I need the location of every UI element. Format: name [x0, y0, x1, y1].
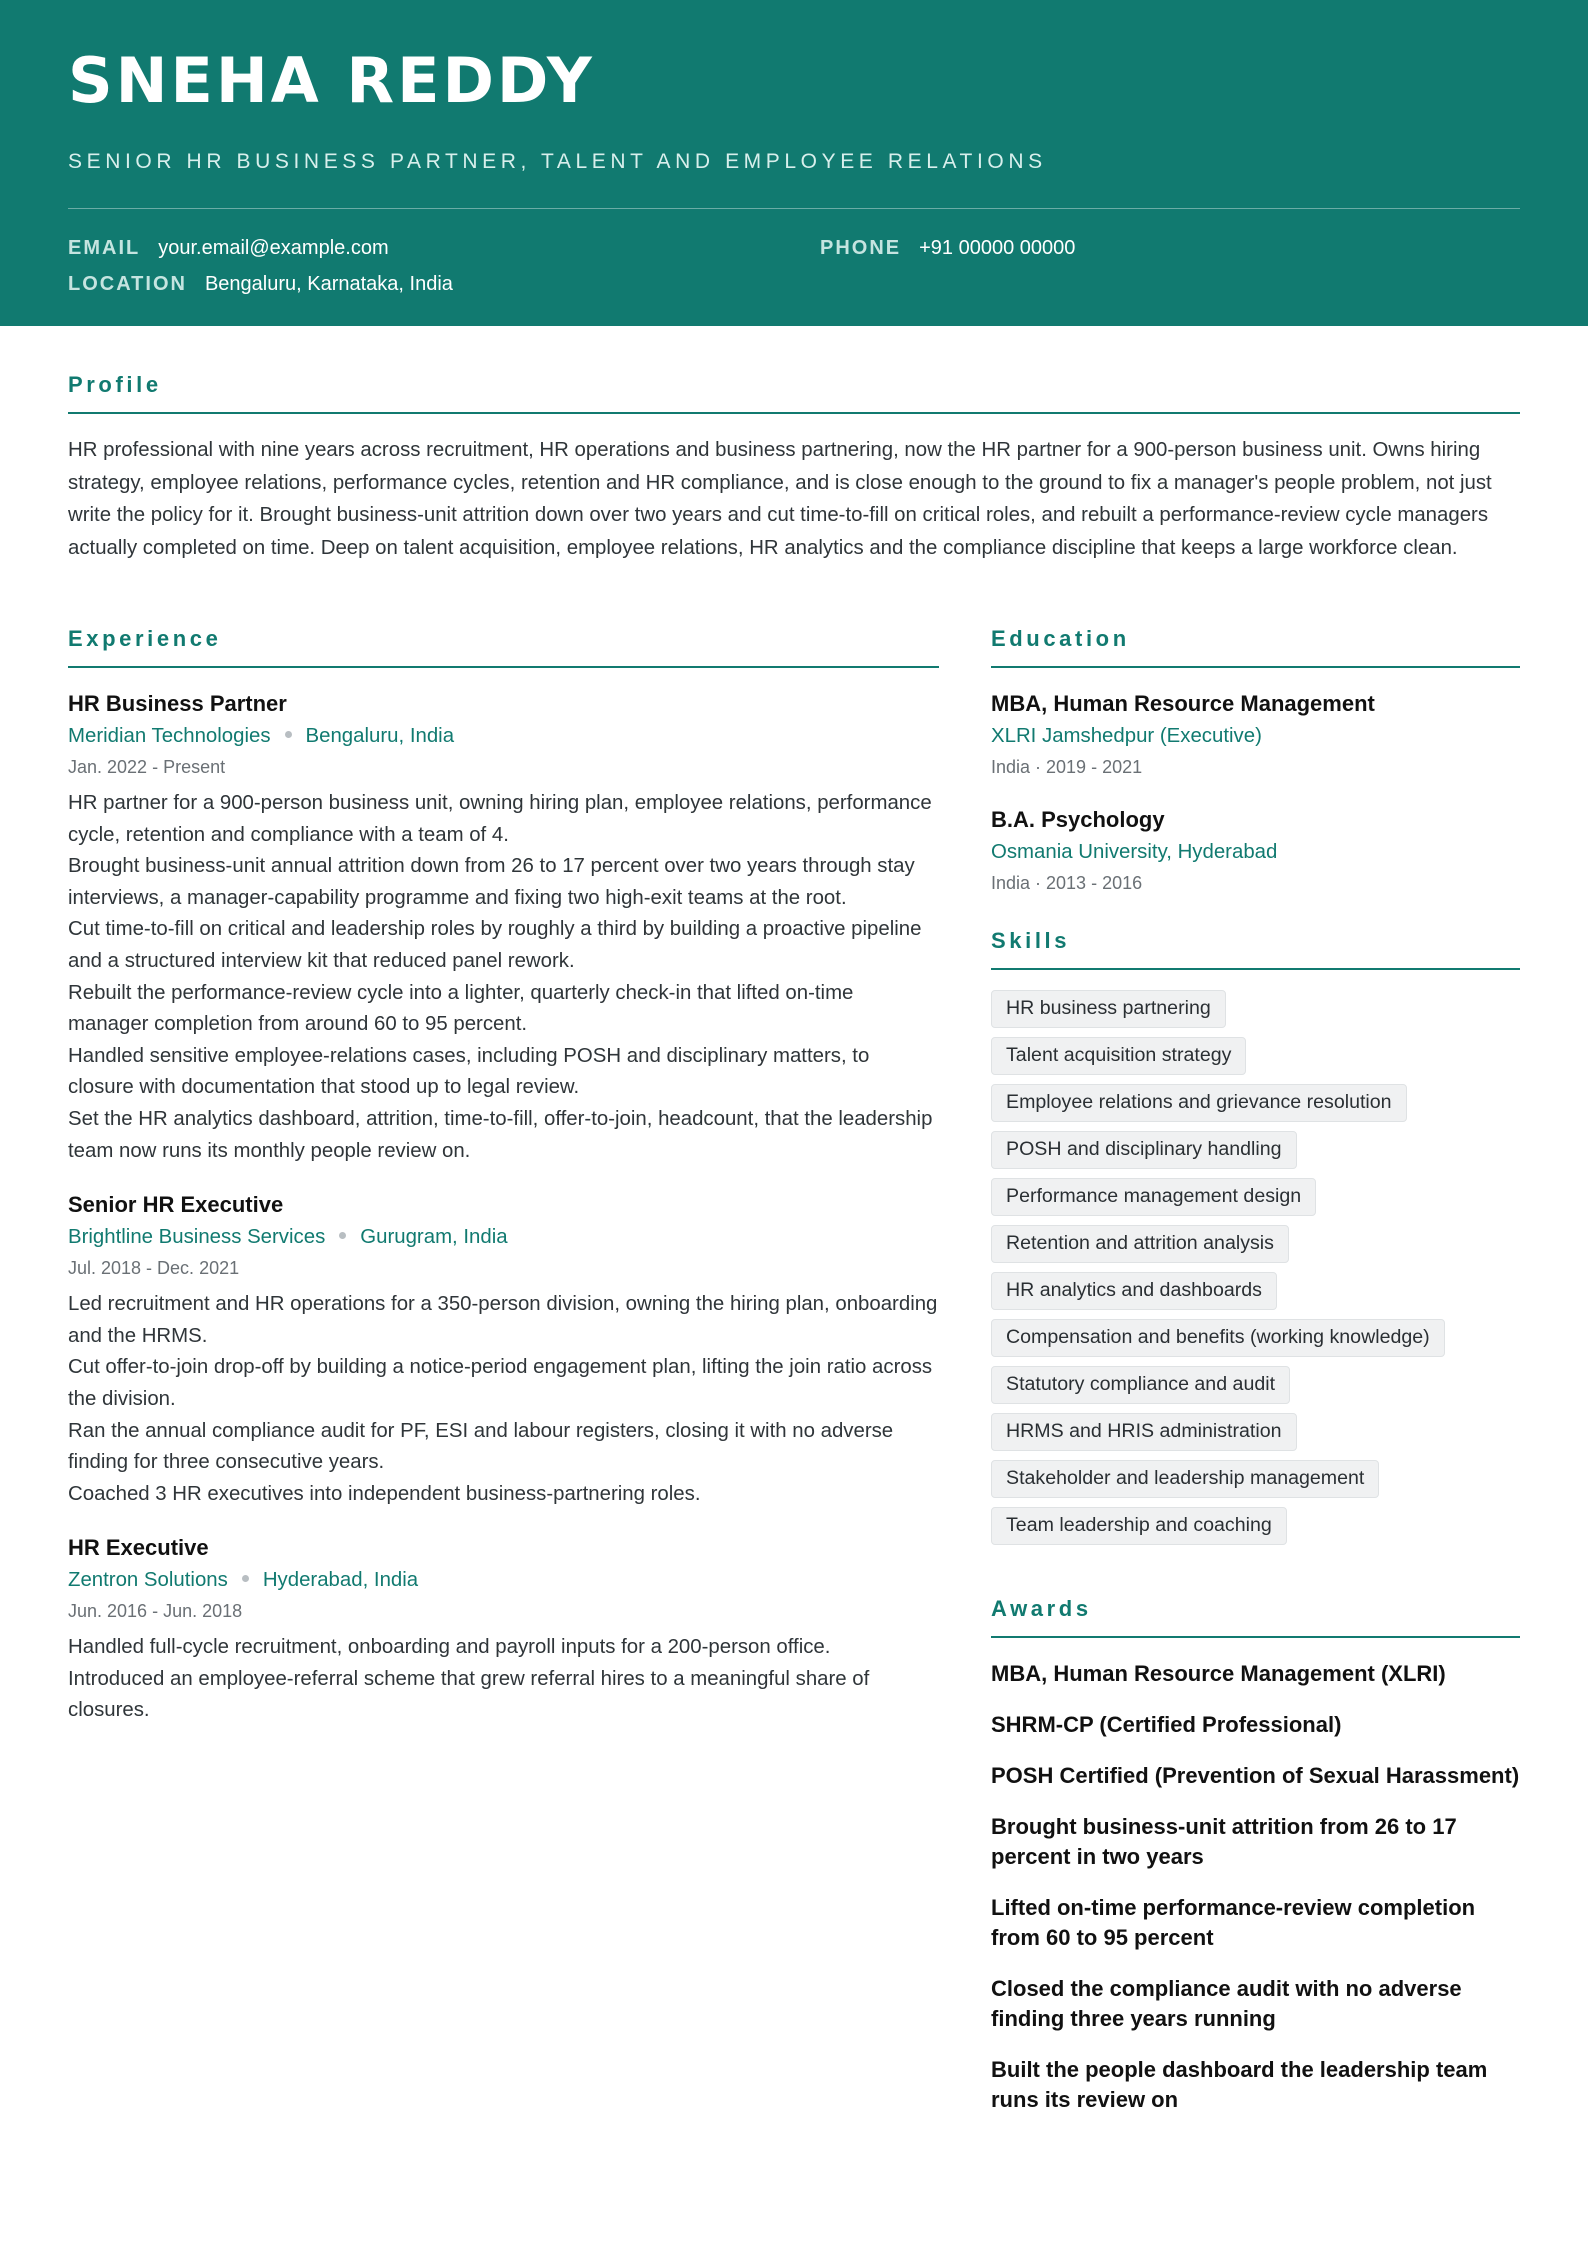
award-item: Brought business-unit attrition from 26 to 17 percent in two years: [991, 1814, 1457, 1869]
section-rule: [991, 968, 1520, 970]
skill-tag: Compensation and benefits (working knowledge): [991, 1319, 1445, 1357]
skill-tag: HR analytics and dashboards: [991, 1272, 1277, 1310]
contact-email: [68, 237, 389, 260]
skill-tag: Performance management design: [991, 1178, 1316, 1216]
phone-label: PHONE: [820, 237, 902, 259]
award-item: Built the people dashboard the leadership team runs its review on: [991, 2057, 1488, 2112]
job-bullet: Coached 3 HR executives into independent business-partnering roles.: [68, 1482, 701, 1505]
skills-section: [991, 928, 1520, 1554]
job-bullet: Brought business-unit annual attrition down from 26 to 17 percent over two years through stay interviews, a manager-capability programme and fixing two high-exit teams at the root.: [68, 855, 915, 909]
job-bullet: Rebuilt the performance-review cycle into a lighter, quarterly check-in that lifted on-time manager completion from around 60 to 95 percent.: [68, 981, 854, 1036]
awards-section: [991, 1596, 1520, 2115]
profile-section: [68, 372, 1520, 564]
education-degree: MBA, Human Resource Management: [991, 691, 1375, 716]
section-title-profile: Profile: [68, 372, 162, 397]
skill-tag: POSH and disciplinary handling: [991, 1131, 1297, 1169]
job-bullet: Ran the annual compliance audit for PF, ESI and labour registers, closing it with no adverse finding for three consecutive years.: [68, 1419, 894, 1474]
email-value[interactable]: your.email@example.com: [158, 237, 389, 259]
job-bullet: Introduced an employee-referral scheme that grew referral hires to a meaningful share of closures.: [68, 1667, 870, 1722]
contact-location: [68, 273, 453, 296]
education-section: [991, 626, 1520, 898]
experience-section: [68, 626, 939, 1727]
job-entry: [68, 1532, 939, 1727]
section-rule: [991, 666, 1520, 668]
job-title: HR Executive: [68, 1535, 209, 1561]
separator-dot: [285, 731, 292, 738]
separator-dot: [339, 1232, 346, 1239]
resume-header: [0, 0, 1588, 326]
skill-tag: Statutory compliance and audit: [991, 1366, 1290, 1404]
skill-tag: Employee relations and grievance resolution: [991, 1084, 1407, 1122]
skill-tag: HRMS and HRIS administration: [991, 1413, 1297, 1451]
job-bullet: Handled full-cycle recruitment, onboarding and payroll inputs for a 200-person office.: [68, 1636, 831, 1659]
section-title-education: Education: [991, 626, 1130, 651]
skill-tag: Retention and attrition analysis: [991, 1225, 1289, 1263]
award-item: MBA, Human Resource Management (XLRI): [991, 1661, 1446, 1686]
job-company: Brightline Business Services: [68, 1226, 326, 1249]
section-title-awards: Awards: [991, 1596, 1092, 1621]
education-entry: [991, 804, 1520, 898]
skill-tag: Team leadership and coaching: [991, 1507, 1287, 1545]
job-bullet: Cut offer-to-join drop-off by building a notice-period engagement plan, lifting the join ratio across the division.: [68, 1356, 933, 1410]
education-entry: [991, 688, 1520, 782]
section-title-experience: Experience: [68, 626, 222, 651]
job-bullet: Handled sensitive employee-relations cases, including POSH and disciplinary matters, to closure with documentation that stood up to legal review.: [68, 1044, 870, 1099]
job-title: Senior HR Executive: [68, 1192, 284, 1218]
job-dates: Jun. 2016 - Jun. 2018: [68, 1601, 243, 1622]
job-bullet: Cut time-to-fill on critical and leadership roles by roughly a third by building a proactive pipeline and a structured interview kit that reduced panel rework.: [68, 918, 922, 972]
award-item: Closed the compliance audit with no adverse finding three years running: [991, 1976, 1462, 2031]
job-meta: [68, 720, 939, 752]
section-rule: [68, 412, 1520, 414]
job-company: Meridian Technologies: [68, 725, 271, 747]
headline: SENIOR HR BUSINESS PARTNER, TALENT AND EMPLOYEE RELATIONS: [68, 150, 1047, 173]
skills-list: [991, 990, 1520, 1554]
job-location: Gurugram, India: [360, 1226, 508, 1249]
education-school: XLRI Jamshedpur (Executive): [991, 725, 1262, 747]
award-item: POSH Certified (Prevention of Sexual Harassment): [991, 1763, 1520, 1788]
job-entry: [68, 688, 939, 1167]
education-meta: India · 2019 - 2021: [991, 757, 1143, 777]
section-rule: [991, 1636, 1520, 1638]
location-value: Bengaluru, Karnataka, India: [204, 273, 453, 295]
section-title-skills: Skills: [991, 928, 1071, 953]
location-label: LOCATION: [68, 273, 187, 295]
education-meta: India · 2013 - 2016: [991, 873, 1143, 893]
email-label: EMAIL: [68, 237, 141, 259]
sidebar-column: [991, 626, 1520, 2115]
profile-summary: HR professional with nine years across recruitment, HR operations and business partnering, now the HR partner for a 900-person business unit. Owns hiring strategy, employee relations, performance cycles, retention and HR compliance, and is close enough to the ground to fix a manager's people problem, not just write the policy for it. Brought business-unit attrition down over two years and cut time-to-fill on critical roles, and rebuilt a performance-review cycle managers actually completed on time. Deep on talent acquisition, employee relations, HR analytics and the compliance discipline that keeps a large workforce clean.: [68, 439, 1492, 559]
skill-tag: Talent acquisition strategy: [991, 1037, 1246, 1075]
job-dates: Jul. 2018 - Dec. 2021: [68, 1258, 240, 1279]
job-dates: Jan. 2022 - Present: [68, 757, 226, 777]
job-bullet: HR partner for a 900-person business unit, owning hiring plan, employee relations, performance cycle, retention and compliance with a team of 4.: [68, 792, 932, 846]
job-bullet: Set the HR analytics dashboard, attrition, time-to-fill, offer-to-join, headcount, that the leadership team now runs its monthly people review on.: [68, 1107, 933, 1162]
skill-tag: HR business partnering: [991, 990, 1226, 1028]
candidate-name: SNEHA REDDY: [68, 44, 595, 117]
award-item: Lifted on-time performance-review completion from 60 to 95 percent: [991, 1895, 1476, 1950]
separator-dot: [242, 1575, 249, 1582]
job-title: HR Business Partner: [68, 691, 287, 716]
job-location: Hyderabad, India: [262, 1569, 419, 1592]
job-company: Zentron Solutions: [68, 1569, 228, 1592]
contact-phone: [820, 237, 1075, 260]
header-divider: [68, 208, 1520, 209]
job-location: Bengaluru, India: [305, 725, 455, 747]
job-meta: [68, 1221, 939, 1253]
education-school: Osmania University, Hyderabad: [991, 841, 1278, 863]
job-entry: [68, 1189, 939, 1510]
award-item: SHRM-CP (Certified Professional): [991, 1712, 1342, 1737]
job-meta: [68, 1564, 939, 1596]
job-bullet: Led recruitment and HR operations for a 350-person division, owning the hiring plan, onboarding and the HRMS.: [68, 1293, 938, 1347]
section-rule: [68, 666, 939, 668]
education-degree: B.A. Psychology: [991, 807, 1165, 832]
skill-tag: Stakeholder and leadership management: [991, 1460, 1379, 1498]
phone-value[interactable]: +91 00000 00000: [919, 237, 1076, 259]
